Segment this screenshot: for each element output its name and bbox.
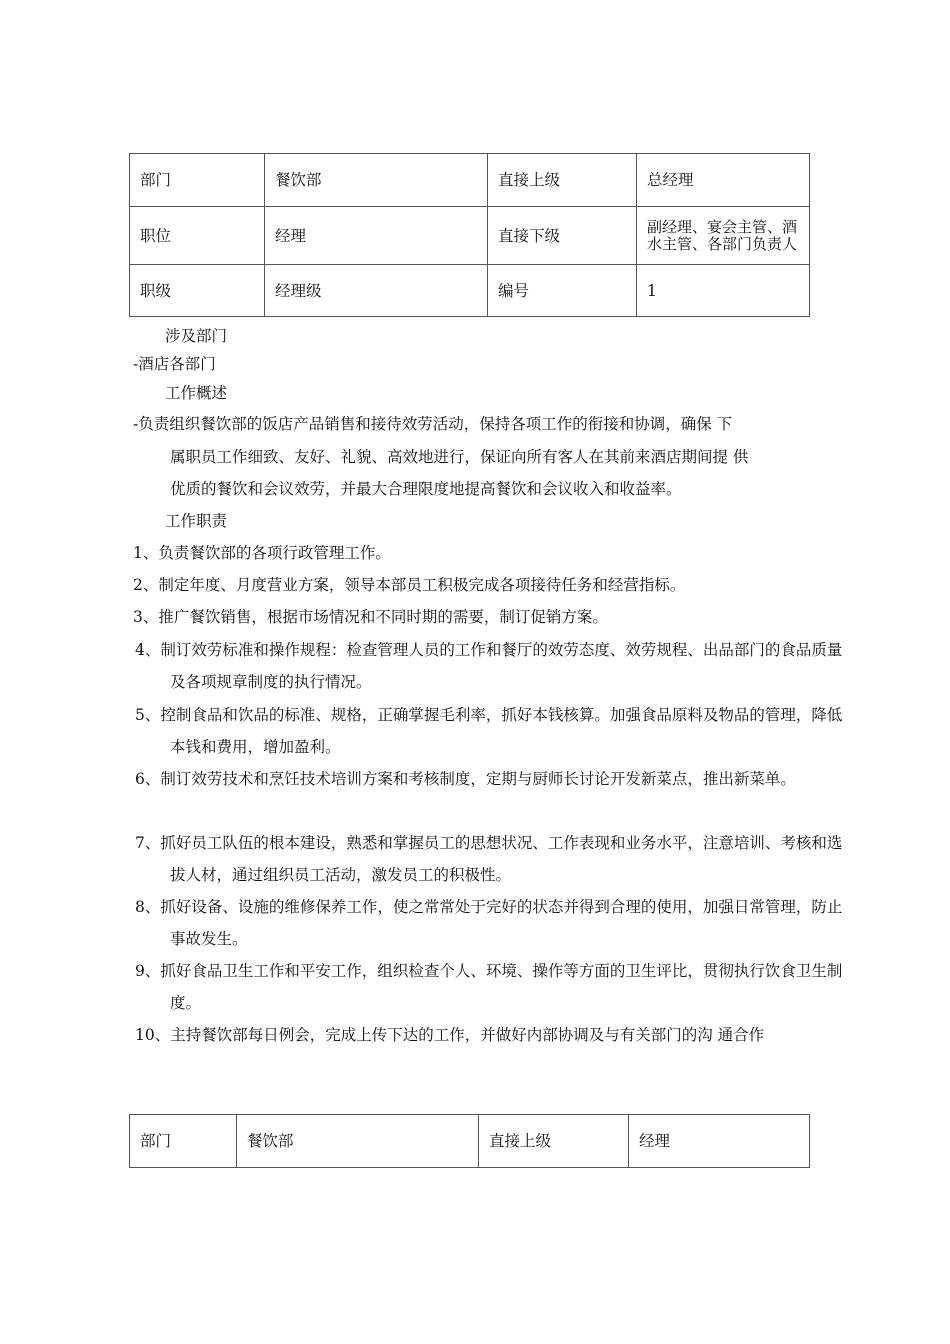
table-cell: 职位 <box>130 207 265 265</box>
table-cell: 经理 <box>629 1115 810 1168</box>
section-heading-duties: 工作职责 <box>165 512 228 530</box>
table-cell: 编号 <box>488 265 637 317</box>
table-cell: 副经理、宴会主管、酒水主管、各部门负责人 <box>637 207 810 265</box>
section-body-depts: -酒店各部门 <box>133 355 216 373</box>
duty-item: 2、制定年度、月度营业方案，领导本部员工积极完成各项接待任务和经营指标。 <box>133 576 686 594</box>
duty-item: 9、抓好食品卫生工作和平安工作，组织检查个人、环境、操作等方面的卫生评比，贯彻执行饮食卫生制度。 <box>135 962 843 1012</box>
position-info-table <box>129 153 810 317</box>
overview-line: 优质的餐饮和会议效劳，并最大合理限度地提高餐饮和会议收入和收益率。 <box>170 480 682 498</box>
overview-line: -负责组织餐饮部的饭店产品销售和接待效劳活动，保持各项工作的衔接和协调，确保 下 <box>133 415 733 433</box>
duty-item: 5、控制食品和饮品的标准、规格，正确掌握毛利率，抓好本钱核算。加强食品原料及物品的管理，降低本钱和费用，增加盈利。 <box>135 706 843 756</box>
section-heading-overview: 工作概述 <box>165 384 228 402</box>
table-row <box>130 154 810 207</box>
table-cell: 餐饮部 <box>237 1115 479 1168</box>
table-cell: 经理级 <box>265 265 488 317</box>
table-cell: 餐饮部 <box>265 154 488 207</box>
table-cell: 部门 <box>130 1115 237 1168</box>
table-cell: 总经理 <box>637 154 810 207</box>
table-cell: 直接上级 <box>488 154 637 207</box>
table-cell: 职级 <box>130 265 265 317</box>
duty-item: 10、主持餐饮部每日例会，完成上传下达的工作，并做好内部协调及与有关部门的沟 通合作 <box>135 1026 765 1044</box>
table-row <box>130 265 810 317</box>
duty-item: 7、抓好员工队伍的根本建设，熟悉和掌握员工的思想状况、工作表现和业务水平，注意培训、考核和选拔人材，通过组织员工活动，激发员工的积极性。 <box>135 834 843 884</box>
table-cell: 经理 <box>265 207 488 265</box>
table-row <box>130 207 810 265</box>
table-cell: 部门 <box>130 154 265 207</box>
duty-item: 4、制订效劳标准和操作规程：检查管理人员的工作和餐厅的效劳态度、效劳规程、出品部门的食品质量及各项规章制度的执行情况。 <box>135 641 843 691</box>
section-heading-depts: 涉及部门 <box>165 327 228 345</box>
table-cell: 直接下级 <box>488 207 637 265</box>
duty-item: 6、制订效劳技术和烹饪技术培训方案和考核制度，定期与厨师长讨论开发新菜点，推出新菜单。 <box>135 770 796 788</box>
table-row <box>130 1115 810 1168</box>
table-cell: 直接上级 <box>479 1115 629 1168</box>
duty-item: 8、抓好设备、设施的维修保养工作，使之常常处于完好的状态并得到合理的使用，加强日常管理，防止事故发生。 <box>135 898 843 948</box>
overview-line: 属职员工作细致、友好、礼貌、高效地进行，保证向所有客人在其前来酒店期间提 供 <box>170 448 749 466</box>
table-cell: 1 <box>637 265 810 317</box>
duty-item: 3、推广餐饮销售，根据市场情况和不同时期的需要，制订促销方案。 <box>133 608 608 626</box>
position-info-table-2 <box>129 1114 810 1168</box>
duty-item: 1、负责餐饮部的各项行政管理工作。 <box>133 544 391 562</box>
